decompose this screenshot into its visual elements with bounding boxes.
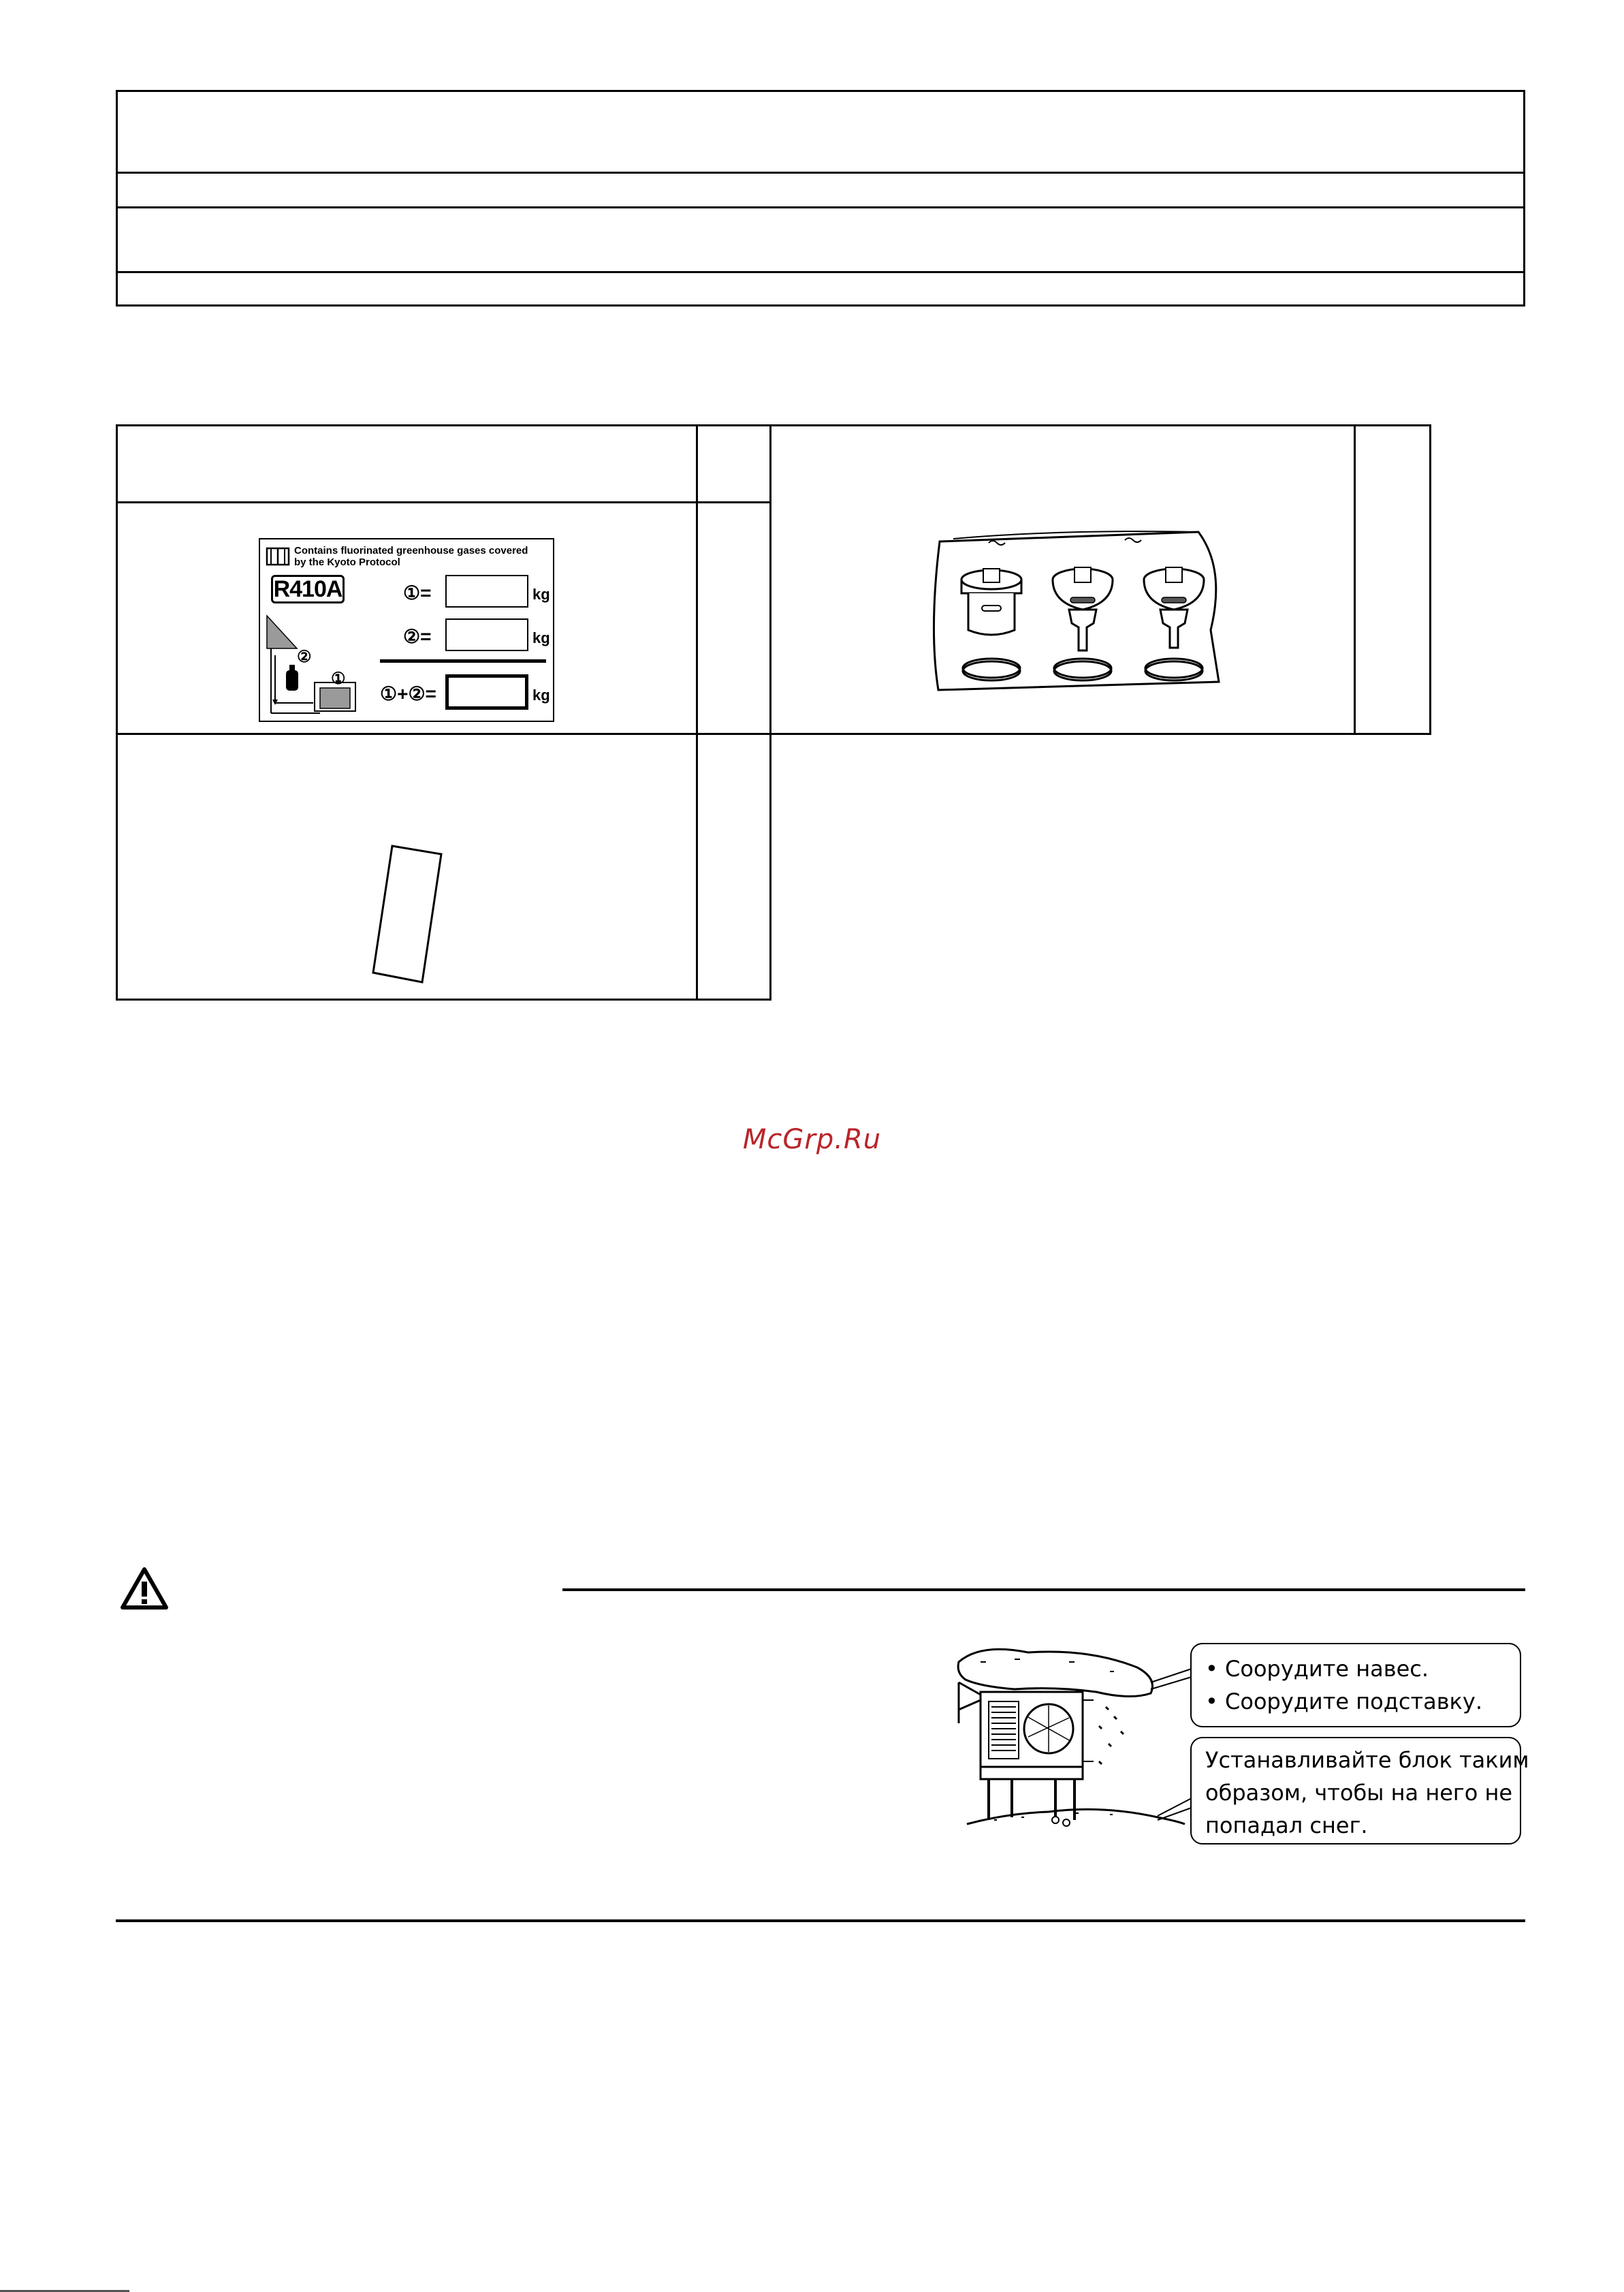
accessory-table-right-qty-divider — [1354, 424, 1356, 735]
refrigerant-badge: R410A — [271, 575, 345, 603]
label-row1-symbol: ①= — [403, 582, 432, 603]
label-sum-line — [380, 659, 546, 663]
fittings-tray-illustration — [926, 514, 1239, 698]
label-row2-symbol: ②= — [403, 626, 432, 647]
top-table-divider-3 — [116, 271, 1525, 273]
label-row1-unit: kg — [532, 586, 550, 603]
book-icon — [266, 546, 290, 567]
top-table-divider-1 — [116, 172, 1525, 174]
label-total-field — [445, 674, 528, 710]
snow-install-callout — [1190, 1737, 1529, 1844]
canopy-stand-callout — [1190, 1643, 1521, 1727]
top-table-divider-2 — [116, 206, 1525, 208]
label-title-line2: by the Kyoto Protocol — [294, 556, 400, 568]
caution-header-rule — [562, 1588, 1525, 1591]
charge-diagram — [266, 614, 375, 717]
callout-install-line2: образом, чтобы на него не — [1205, 1780, 1513, 1806]
label-total-unit: kg — [532, 687, 550, 704]
sealing-strip-illustration — [368, 843, 449, 986]
accessory-table-row-divider-1 — [116, 501, 771, 503]
label-total-symbol: ①+②= — [380, 683, 436, 704]
callout-canopy-line: • Соорудите навес. — [1205, 1656, 1429, 1682]
label-row2-field — [445, 618, 528, 651]
warning-icon — [120, 1567, 169, 1610]
label-marker-2: ② — [297, 648, 312, 666]
accessory-table-left-qty-divider — [696, 424, 698, 1001]
snow-canopy-illustration — [953, 1642, 1198, 1839]
watermark: McGrp.Ru — [742, 1124, 882, 1155]
accessory-table-row-divider-2 — [116, 733, 1431, 735]
label-title-line1: Contains fluorinated greenhouse gases covered — [294, 545, 528, 556]
label-row1-field — [445, 575, 528, 608]
top-table — [116, 90, 1525, 307]
callout-stand-line: • Соорудите подставку. — [1205, 1689, 1482, 1714]
refrigerant-label-card — [259, 538, 554, 722]
label-row2-unit: kg — [532, 629, 550, 646]
label-marker-1: ① — [331, 670, 346, 688]
callout-install-line1: Устанавливайте блок таким — [1205, 1747, 1529, 1773]
callout-install-line3: попадал снег. — [1205, 1812, 1368, 1838]
section-bottom-rule — [116, 1919, 1525, 1922]
